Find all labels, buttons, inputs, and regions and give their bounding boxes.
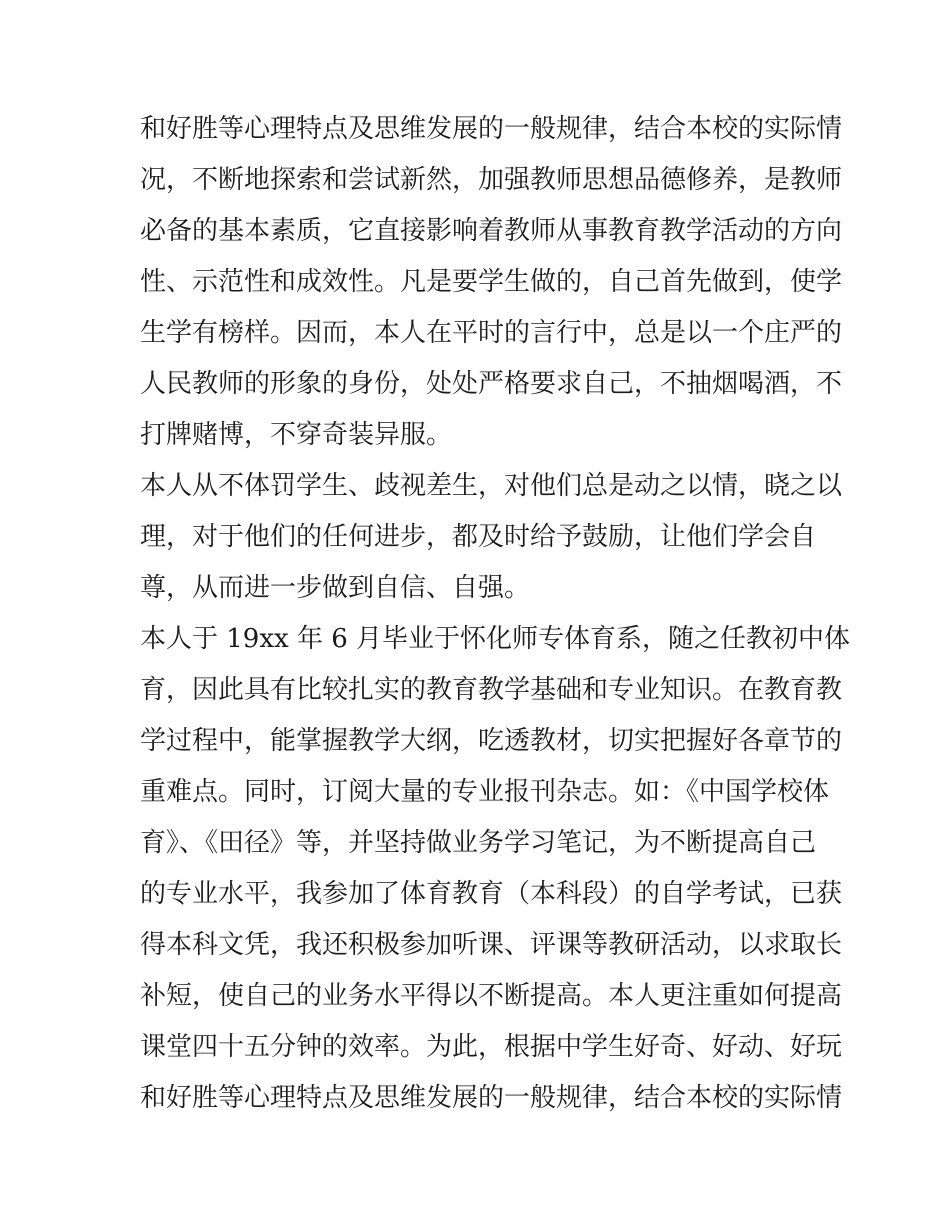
text-line: 打牌赌博，不穿奇装异服。 [140, 420, 453, 450]
text-line: 本人从不体罚学生、歧视差生，对他们总是动之以情，晓之以 [140, 471, 843, 501]
text-line: 的专业水平，我参加了体育教育（本科段）的自学考试，已获 [140, 879, 843, 909]
text-line: 况，不断地探索和尝试新然，加强教师思想品德修养，是教师 [140, 165, 843, 195]
text-line: 得本科文凭，我还积极参加听课、评课等教研活动，以求取长 [140, 930, 843, 960]
text-line: 生学有榜样。因而，本人在平时的言行中，总是以一个庄严的 [140, 318, 843, 348]
text-line: 必备的基本素质，它直接影响着教师从事教育教学活动的方向 [140, 216, 843, 246]
text-line: 性、示范性和成效性。凡是要学生做的，自己首先做到，使学 [140, 267, 843, 297]
text-line: 尊，从而进一步做到自信、自强。 [140, 573, 531, 603]
text-line: 重难点。同时，订阅大量的专业报刊杂志。如：《中国学校体 [140, 777, 830, 807]
text-line: 和好胜等心理特点及思维发展的一般规律，结合本校的实际情 [140, 114, 843, 144]
text-line: 人民教师的形象的身份，处处严格要求自己，不抽烟喝酒，不 [140, 369, 843, 399]
paragraph-1 [140, 104, 843, 461]
text-line: 本人于 19xx 年 6 月毕业于怀化师专体育系，随之任教初中体 [140, 624, 851, 654]
document-body [140, 104, 851, 1124]
text-line: 理，对于他们的任何进步，都及时给予鼓励，让他们学会自 [140, 522, 817, 552]
text-line: 学过程中，能掌握教学大纲，吃透教材，切实把握好各章节的 [140, 726, 843, 756]
paragraph-2 [140, 461, 843, 614]
text-line: 育》、《田径》等，并坚持做业务学习笔记，为不断提高自己 [140, 828, 817, 858]
text-line: 育，因此具有比较扎实的教育教学基础和专业知识。在教育教 [140, 675, 843, 705]
text-line: 补短，使自己的业务水平得以不断提高。本人更注重如何提高 [140, 981, 843, 1011]
text-line: 课堂四十五分钟的效率。为此，根据中学生好奇、好动、好玩 [140, 1032, 843, 1062]
paragraph-3 [140, 614, 851, 1124]
text-line: 和好胜等心理特点及思维发展的一般规律，结合本校的实际情 [140, 1083, 843, 1113]
